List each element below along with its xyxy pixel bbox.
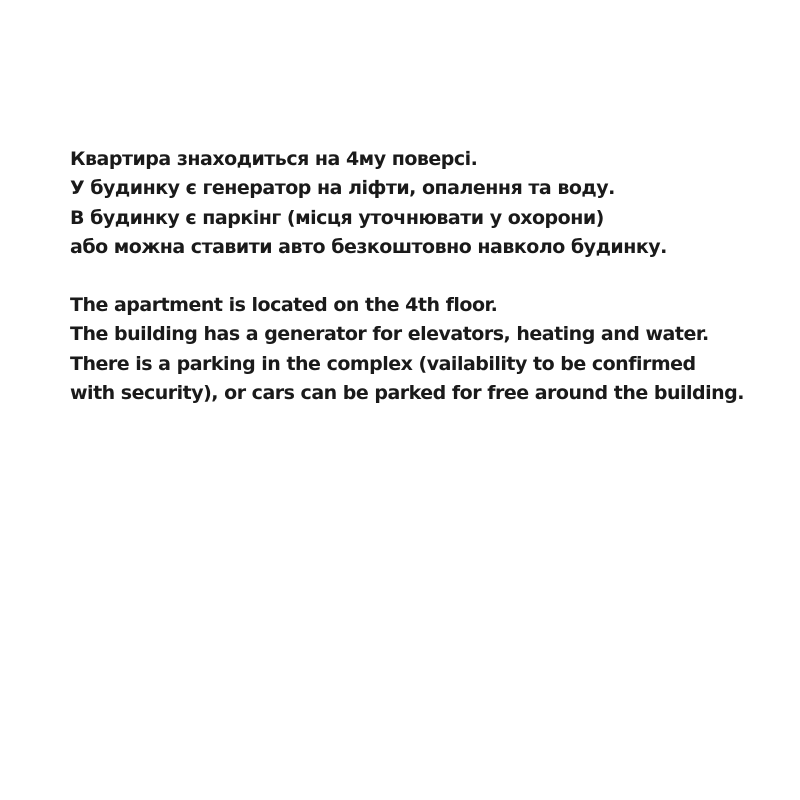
paragraph-english xyxy=(70,291,770,408)
text-line: The building has a generator for elevators, heating and water. xyxy=(70,323,709,346)
text-line: with security), or cars can be parked for free around the building. xyxy=(70,382,744,405)
description-text xyxy=(70,145,770,408)
paragraph-ukrainian xyxy=(70,145,770,262)
text-line: В будинку є паркінг (місця уточнювати у охорони) xyxy=(70,206,604,229)
text-line: У будинку є генератор на ліфти, опалення та воду. xyxy=(70,177,615,200)
text-line: Квартира знаходиться на 4му поверсі. xyxy=(70,148,478,170)
text-line: The apartment is located on the 4th floor. xyxy=(70,294,498,317)
text-line: There is a parking in the complex (vailability to be confirmed xyxy=(70,352,696,375)
text-line: або можна ставити авто безкоштовно навколо будинку. xyxy=(70,235,667,258)
